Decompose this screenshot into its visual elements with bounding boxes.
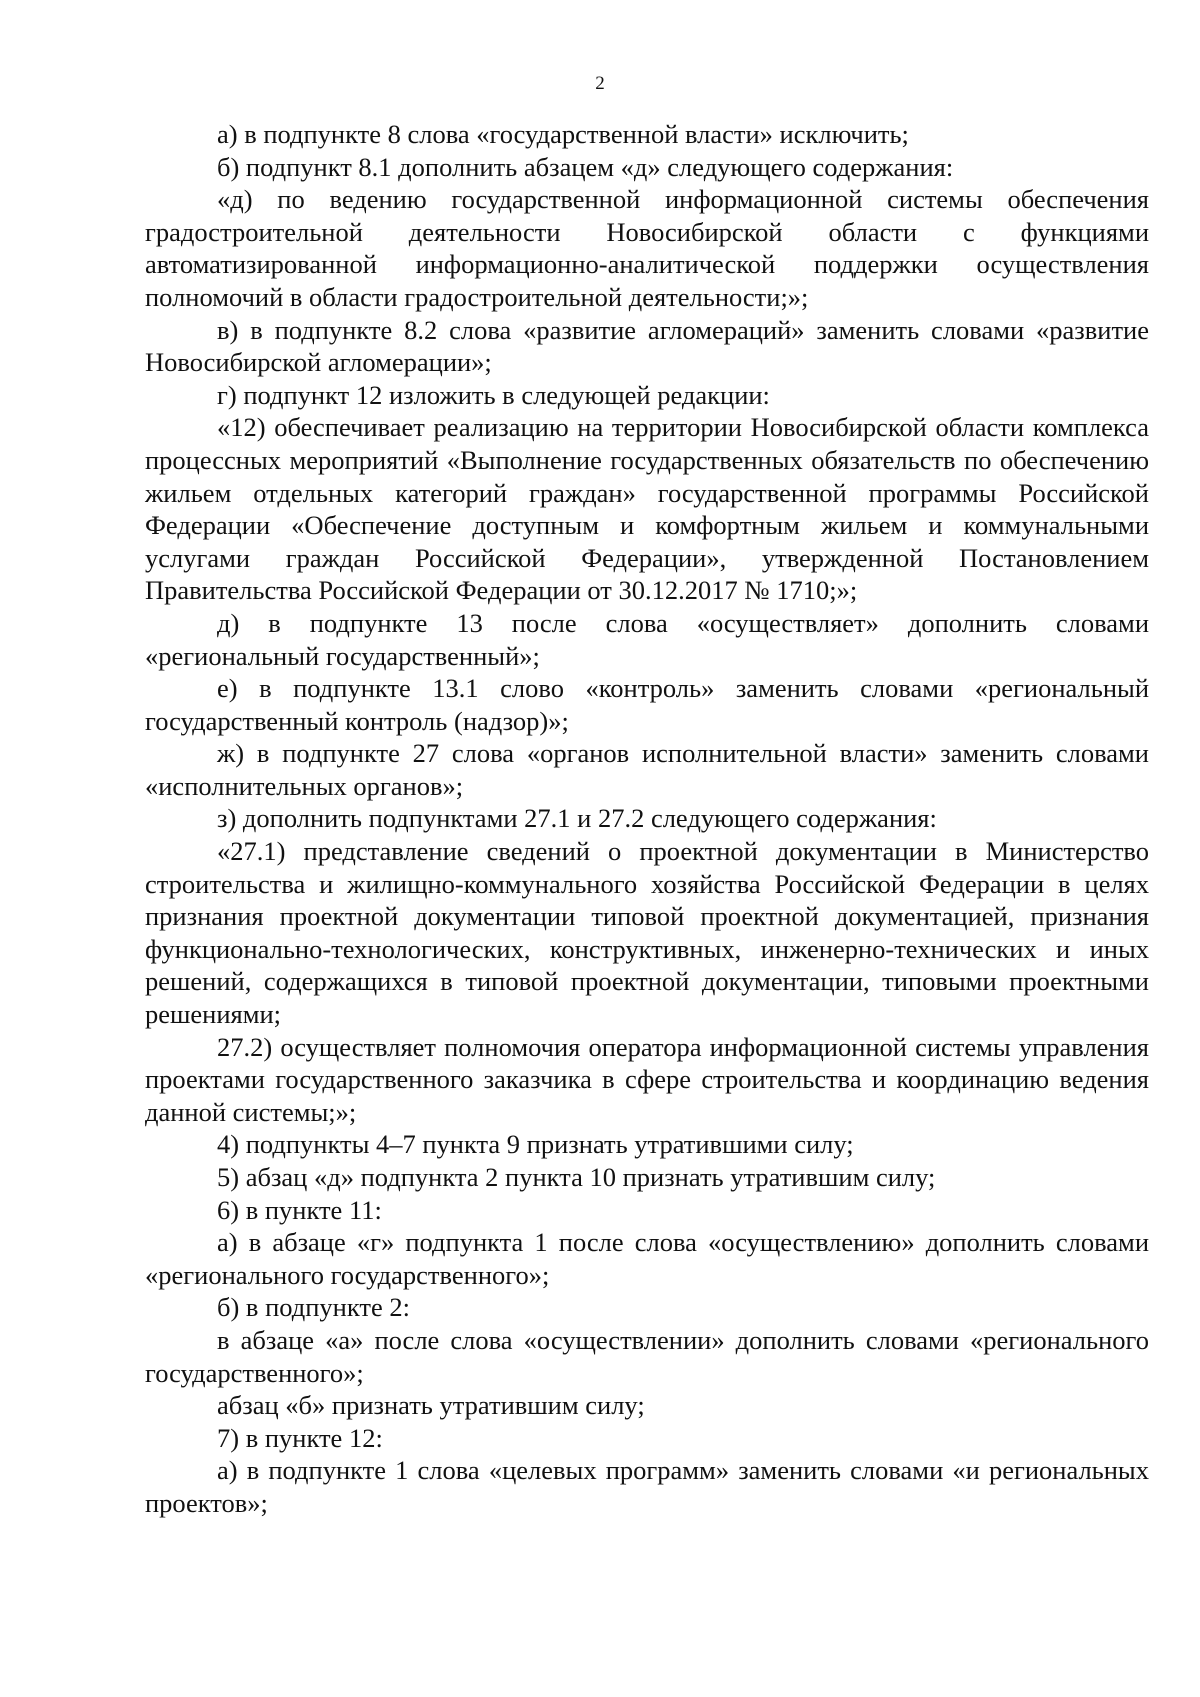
paragraph-27-1-text: «27.1) представление сведений о проектной документации в Министерство строительства и жилищно-коммунального хозяйства Российской Федерации в целях признания проектной документации типовой проектной документацией, признания функционально-технологических, конструктивных, инженерно-технических и иных решений, содержащихся в типовой проектной документации, типовыми проектными решениями; [145, 836, 1149, 1030]
paragraph-v-8-2: в) в подпункте 8.2 слова «развитие агломераций» заменить словами «развитие Новосибирской агломерации»; [145, 314, 1149, 378]
paragraph-12-text: «12) обеспечивает реализацию на территории Новосибирской области комплекса процессных мероприятий «Выполнение государственных обязательств по обеспечению жильем отдельных категорий граждан» государственной программы Российской Федерации «Обеспечение доступным и комфортным жильем и коммунальными услугами граждан Российской Федерации», утвержденной Постановлением Правительства Российской Федерации от 30.12.2017 № 1710;»; [145, 412, 1149, 606]
paragraph-abzac-b: абзац «б» признать утратившим силу; [217, 1390, 645, 1421]
paragraph-d-gis: «д) по ведению государственной информационной системы обеспечения градостроительной деятельности Новосибирской области с функциями автоматизированной информационно-аналитической поддержки осуществления полномочий в области градостроительной деятельности;»; [145, 184, 1149, 312]
paragraph-6-point-11: 6) в пункте 11: [217, 1194, 382, 1225]
paragraph-b-2: б) в подпункте 2: [217, 1292, 410, 1323]
paragraph-5-point-10: 5) абзац «д» подпункта 2 пункта 10 признать утратившим силу; [217, 1162, 936, 1192]
paragraph-27-2-text: 27.2) осуществляет полномочия оператора информационной системы управления проектами государственного заказчика в сфере строительства и координацию ведения данной системы;»; [145, 1031, 1149, 1127]
paragraph-b-8-1: б) подпункт 8.1 дополнить абзацем «д» следующего содержания: [217, 151, 954, 182]
paragraph-e-13-1: е) в подпункте 13.1 слово «контроль» заменить словами «региональный государственный контроль (надзор)»; [145, 673, 1149, 736]
document-body [145, 118, 1149, 1520]
paragraph-zh-27: ж) в подпункте 27 слова «органов исполнительной власти» заменить словами «исполнительных органов»; [145, 738, 1149, 801]
paragraph-a-1-programs: а) в подпункте 1 слова «целевых программ» заменить словами «и региональных проектов»; [145, 1455, 1149, 1518]
paragraph-d-13: д) в подпункте 13 после слова «осуществляет» дополнить словами «региональный государственный»; [145, 607, 1149, 671]
page-number: 2 [595, 73, 605, 94]
paragraph-4-point-9: 4) подпункты 4–7 пункта 9 признать утратившими силу; [217, 1129, 854, 1160]
paragraph-a-8: а) в подпункте 8 слова «государственной власти» исключить; [217, 119, 909, 149]
paragraph-g-12: г) подпункт 12 изложить в следующей редакции: [217, 379, 770, 410]
paragraph-abzac-a: в абзаце «а» после слова «осуществлении» дополнить словами «регионального государственного»; [145, 1324, 1149, 1388]
paragraph-z-27-1-27-2: з) дополнить подпунктами 27.1 и 27.2 следующего содержания: [217, 803, 937, 834]
paragraph-a-g-1: а) в абзаце «г» подпункта 1 после слова «осуществлению» дополнить словами «регионального государственного»; [145, 1227, 1149, 1290]
paragraph-7-point-12: 7) в пункте 12: [217, 1422, 383, 1453]
